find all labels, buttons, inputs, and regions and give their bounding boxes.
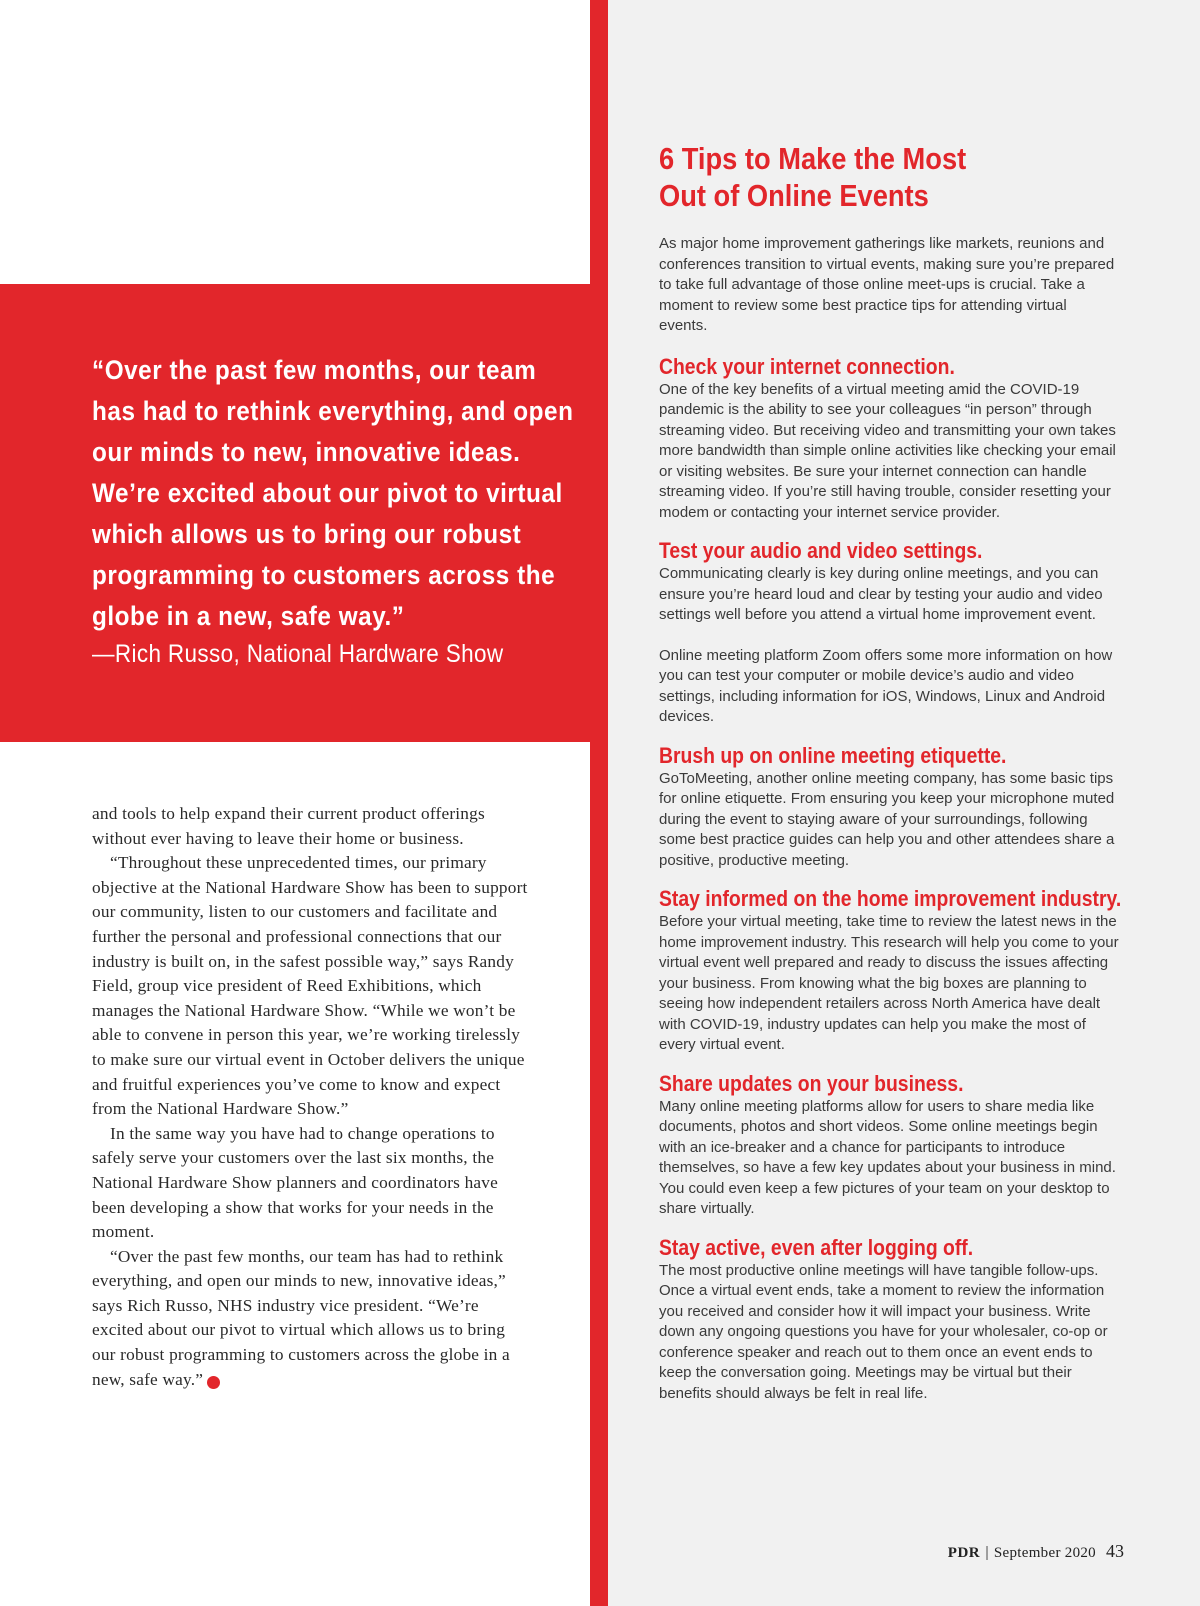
sidebar-title (659, 140, 1117, 214)
sidebar-title-line-1: 6 Tips to Make the Most (659, 141, 967, 176)
tips-sidebar (659, 140, 1122, 1404)
publication-name: PDR (947, 1545, 981, 1561)
page-number: 43 (1106, 1541, 1124, 1561)
article-paragraph: In the same way you have had to change operations to safely serve your customers over the last six months, the National Hardware Show planners and coordinators have been developing a show that works for your needs in the moment. (92, 1123, 499, 1242)
tip-section (659, 538, 1119, 728)
tip-heading: Stay active, even after logging off. (659, 1234, 974, 1260)
tip-heading: Test your audio and video settings. (659, 538, 983, 563)
tip-heading: Share updates on your business. (659, 1070, 964, 1096)
page-footer (948, 1541, 1124, 1562)
tip-body: One of the key benefits of a virtual meeting amid the COVID-19 pandemic is the ability to see your colleagues “in person” through streaming video. But receiving video and transmitting your own takes more bandwidth than simple online activities like checking your email or visiting websites. Be sure your internet connection can handle streaming video. If you’re still having trouble, consider resetting your modem or contacting your internet service provider. (659, 380, 1116, 521)
red-divider-bar (590, 0, 608, 1606)
pull-quote-attribution: —Rich Russo, National Hardware Show (92, 640, 504, 668)
issue-date: September 2020 (993, 1545, 1096, 1561)
sidebar-title-line-2: Out of Online Events (659, 178, 929, 213)
tip-heading: Check your internet connection. (659, 353, 955, 379)
tip-heading: Brush up on online meeting etiquette. (659, 742, 1007, 768)
tip-body: Many online meeting platforms allow for users to share media like documents, photos and short videos. Some online meetings begin with an ice-breaker and a chance for participants to introduce themselves, so have a few key updates about your business in mind. You could even keep a few pictures of your team on your desktop to share virtually. (659, 1097, 1116, 1217)
article-body (92, 802, 532, 1392)
tip-body: Before your virtual meeting, take time to review the latest news in the home improvement industry. This research will help you come to your virtual event well prepared and ready to discuss the issues affecting your business. From knowing what the big boxes are planning to seeing how independent retailers across North America have dealt with COVID-19, industry updates can help you make the most of every virtual event. (659, 913, 1119, 1053)
tip-section (659, 886, 1122, 1056)
tip-section (659, 1071, 1119, 1220)
article-paragraph: “Throughout these unprecedented times, our primary objective at the National Hardware Show has been to support our community, listen to our customers and facilitate and further the personal and professional connections that our industry is built on, in the safest possible way,” says Randy Field, group vice president of Reed Exhibitions, which manages the National Hardware Show. “While we won’t be able to convene in person this year, we’re working tirelessly to make sure our virtual event in October delivers the unique and fruitful experiences you’ve come to know and expect from the National Hardware Show.” (92, 853, 528, 1119)
tip-section (659, 354, 1119, 524)
tip-body: The most productive online meetings will have tangible follow-ups. Once a virtual event ends, take a moment to review the information you received and consider how it will impact your business. Write down any ongoing questions you have for your wholesaler, co-op or conference speaker and reach out to them once an event ends to keep the conversation going. Meetings may be virtual but their benefits should always be felt in real life. (659, 1261, 1108, 1402)
tip-body: Communicating clearly is key during online meetings, and you can ensure you’re heard loud and clear by testing your audio and video settings well before you attend a virtual home improvement event. (659, 565, 1103, 623)
pull-quote-text: “Over the past few months, our team has had to rethink everything, and open our minds to new, innovative ideas. We’re excited about our pivot to virtual which allows us to bring our robust programming to customers across the globe in a new, safe way.” (92, 355, 574, 631)
article-paragraph-text: “Over the past few months, our team has had to rethink everything, and open our minds to new, innovative ideas,” says Rich Russo, NHS industry vice president. “We’re excited about our pivot to virtual which allows us to bring our robust programming to customers across the globe in a new, safe way.” (92, 1246, 510, 1389)
tip-heading: Stay informed on the home improvement industry. (659, 886, 1122, 911)
sidebar-intro: As major home improvement gatherings like markets, reunions and conferences transition to virtual events, making sure you’re prepared to take full advantage of those online meet-ups is crucial. Take a moment to review some best practice tips for attending virtual events. (659, 235, 1115, 334)
pull-quote-block (0, 284, 590, 742)
tip-body: GoToMeeting, another online meeting company, has some basic tips for online etiquette. From ensuring you keep your microphone muted during the event to staying aware of your surroundings, following some best practice guides can help you and other attendees share a positive, productive meeting. (659, 769, 1115, 869)
tip-section (659, 1235, 1119, 1405)
article-paragraph: and tools to help expand their current product offerings without ever having to leave their home or business. (92, 804, 485, 848)
tip-section (659, 743, 1119, 872)
tip-body-second-paragraph: Online meeting platform Zoom offers some more information on how you can test your computer or mobile device’s audio and video settings, including information for iOS, Windows, Linux and Android devices. (659, 646, 1113, 725)
article-paragraph-last (92, 1245, 532, 1393)
footer-separator: | (985, 1545, 989, 1561)
end-of-article-icon: ◀ (207, 1376, 220, 1389)
